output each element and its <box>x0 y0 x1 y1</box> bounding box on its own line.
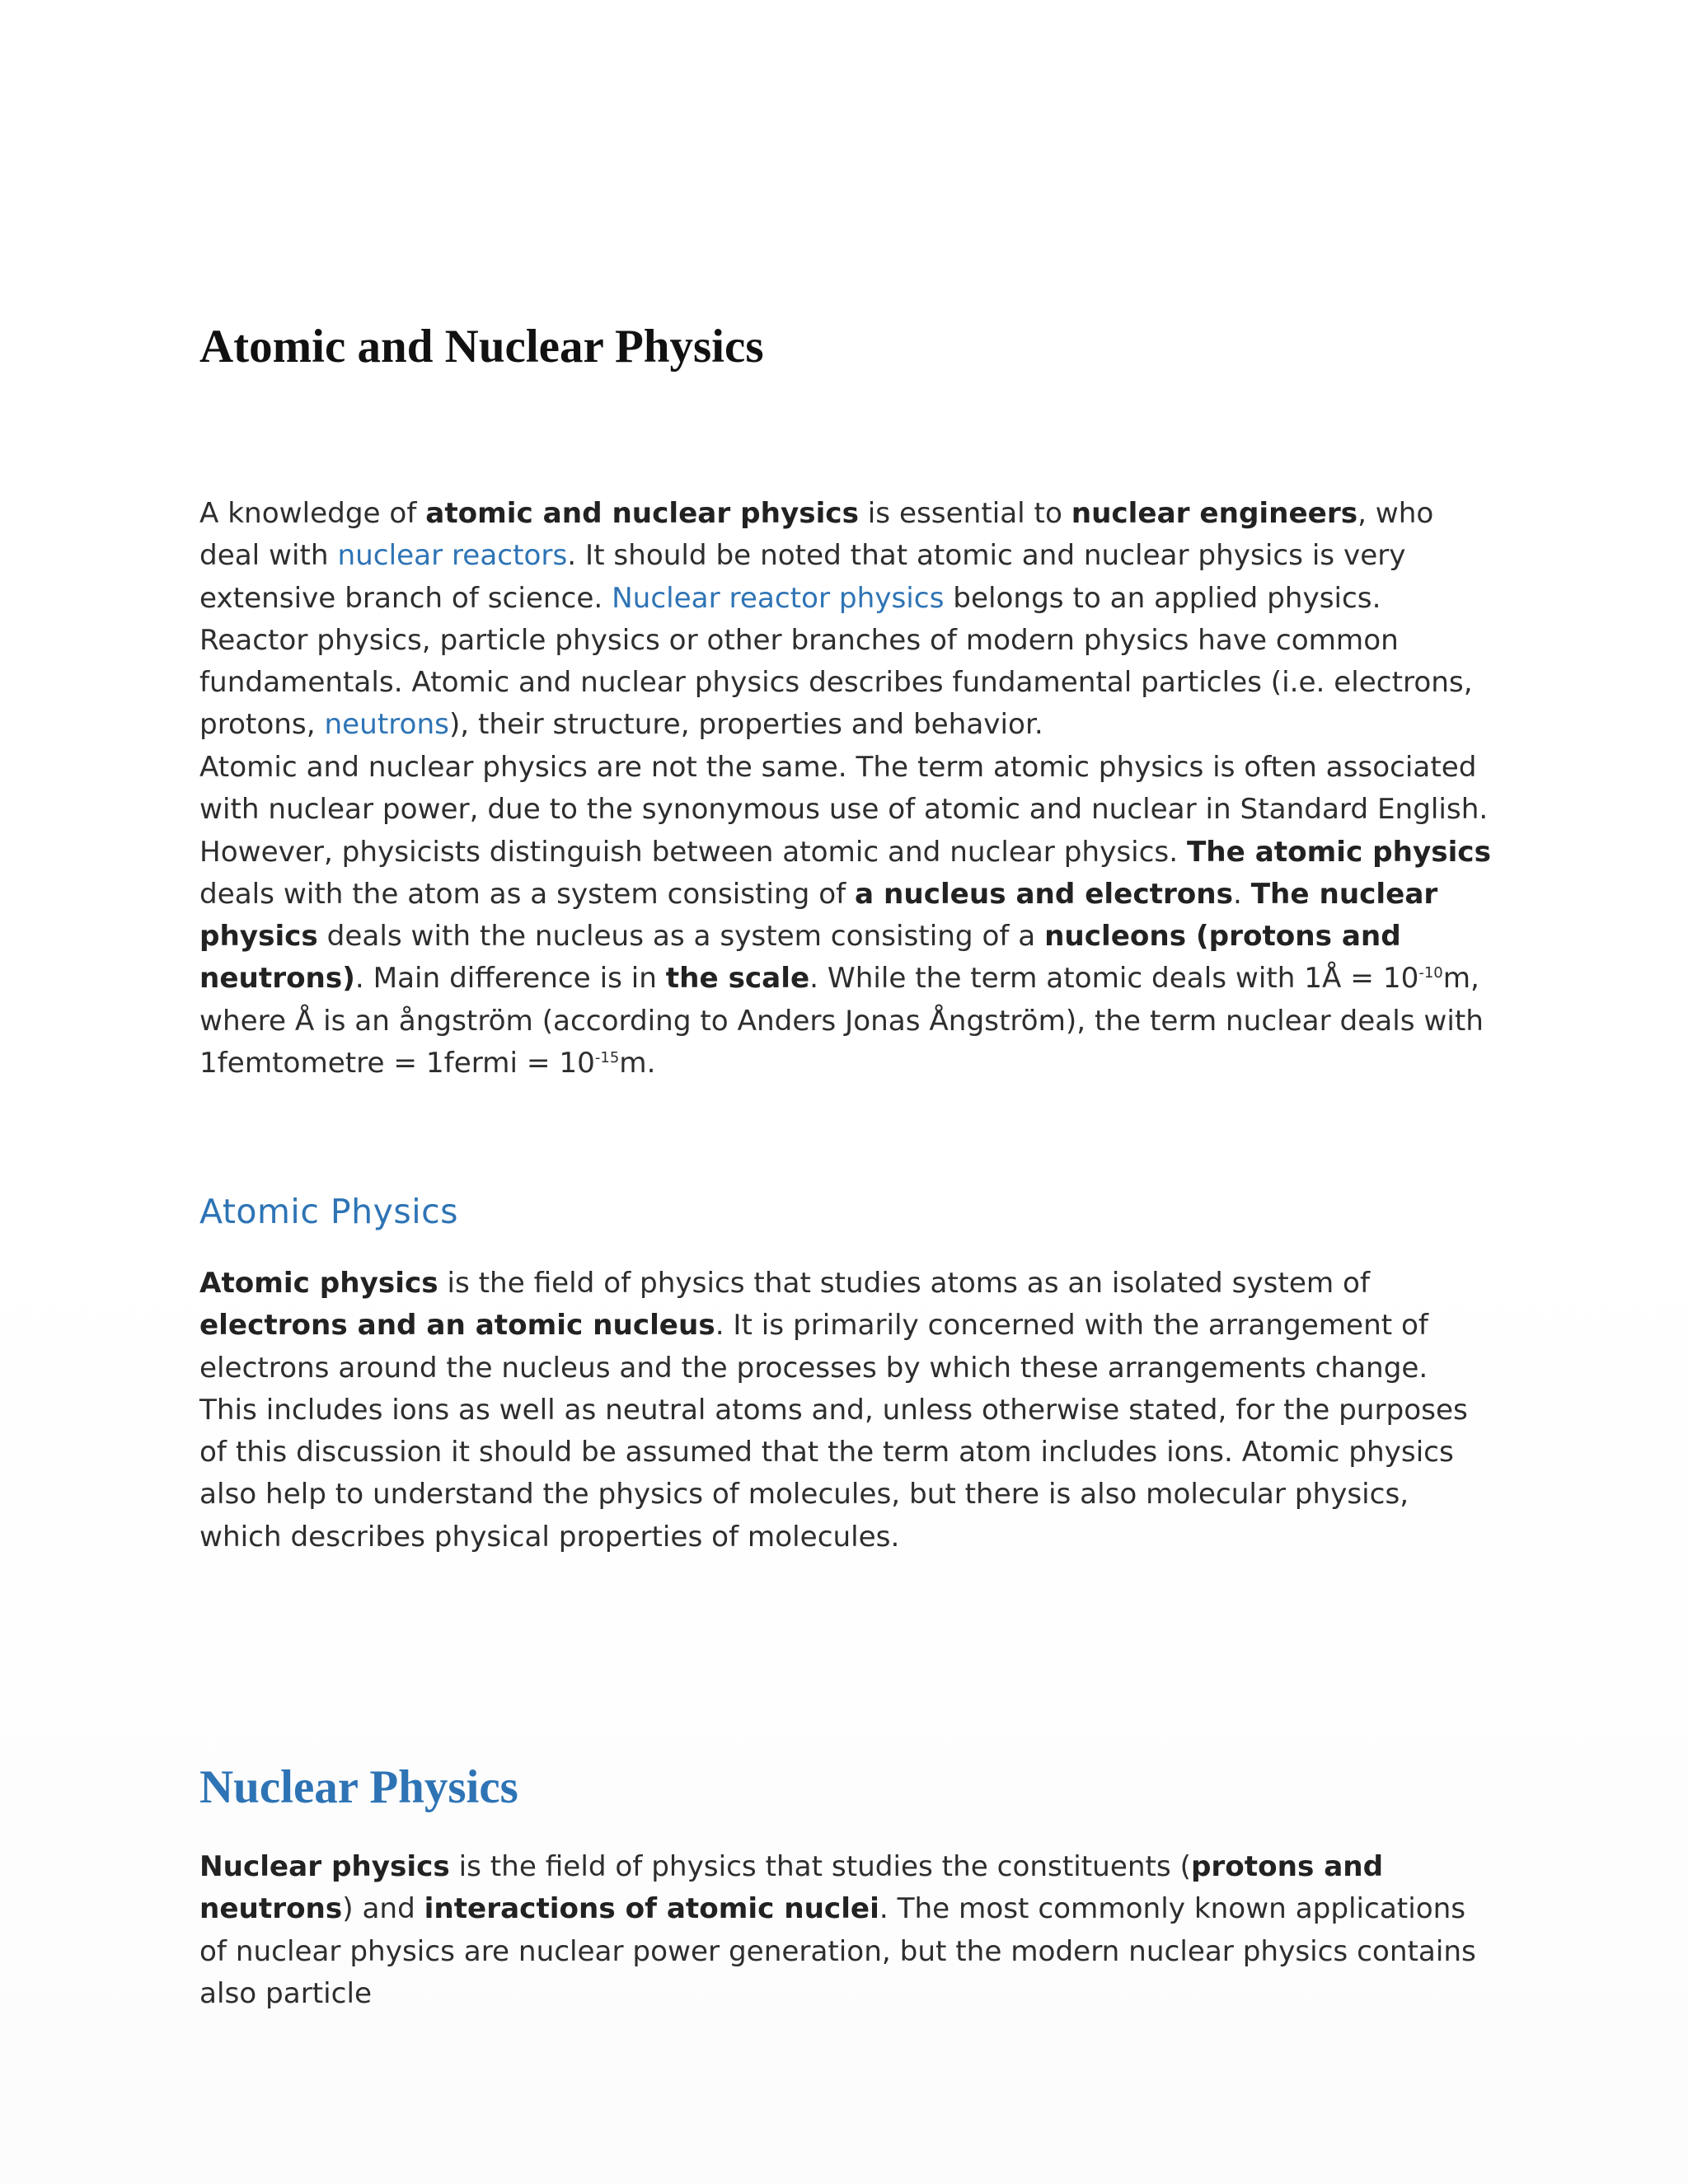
text-run: is the field of physics that studies atoms as an isolated system of <box>438 1267 1370 1300</box>
text-run: deals with the atom as a system consisting of <box>199 877 856 911</box>
text-run: deals with the nucleus as a system consisting of a <box>317 920 1045 954</box>
exponent: -15 <box>594 1049 620 1067</box>
text-run: . While the term atomic deals with 1Å = 10 <box>809 962 1419 996</box>
bold-term: The nuclear physics <box>199 877 1438 954</box>
nuclear-physics-heading: Nuclear Physics <box>199 1761 518 1813</box>
text-run: ), their structure, properties and behavior. <box>448 708 1043 742</box>
bold-term: nucleons (protons and neutrons) <box>199 920 1401 996</box>
text-run: , who deal with <box>199 497 1434 573</box>
page-title: Atomic and Nuclear Physics <box>199 321 764 373</box>
nuclear-reactor-physics-link[interactable]: Nuclear reactor physics <box>612 581 945 615</box>
bold-term: electrons and an atomic nucleus <box>199 1309 715 1343</box>
text-run: is essential to <box>858 497 1071 530</box>
intro-paragraph <box>199 493 1493 747</box>
neutrons-link[interactable]: neutrons <box>324 708 449 742</box>
text-run: is the field of physics that studies the constituents ( <box>449 1850 1191 1883</box>
text-run: A knowledge of <box>199 497 426 530</box>
text-run: ) and <box>342 1892 424 1926</box>
text-run: . It should be noted that atomic and nuclear physics is very extensive branch of science. <box>199 539 1406 615</box>
atomic-physics-heading: Atomic Physics <box>199 1192 459 1231</box>
comparison-paragraph <box>199 747 1493 1085</box>
bold-term: The atomic physics <box>1186 835 1491 869</box>
exponent: -10 <box>1418 964 1443 982</box>
text-run: Atomic and nuclear physics are not the same. The term atomic physics is often associated with nuclear power, due to the synonymous use of atomic and nuclear in Standard English. However, physicists distinguish between atomic and nuclear physics. <box>199 751 1489 869</box>
text-run: belongs to an applied physics. Reactor physics, particle physics or other branches of modern physics have common fundamentals. Atomic and nuclear physics describes fundamental particles (i.e. electrons, protons, <box>199 581 1473 742</box>
text-run: . The most commonly known applications of nuclear physics are nuclear power generation, but the modern nuclear physics contains also particle <box>199 1892 1476 2010</box>
nuclear-physics-paragraph <box>199 1846 1493 2015</box>
bold-term: nuclear engineers <box>1071 497 1358 530</box>
bold-term: the scale <box>665 962 810 996</box>
bold-term: interactions of atomic nuclei <box>424 1892 879 1926</box>
bold-term: a nucleus and electrons <box>855 877 1233 911</box>
nuclear-reactors-link[interactable]: nuclear reactors <box>337 539 568 573</box>
bold-term: Nuclear physics <box>199 1850 450 1883</box>
bold-term: protons and neutrons <box>199 1850 1384 1926</box>
text-run: m. <box>619 1047 656 1080</box>
text-run: . <box>1232 877 1251 911</box>
bold-term: atomic and nuclear physics <box>425 497 859 530</box>
atomic-physics-paragraph <box>199 1263 1493 1558</box>
text-run: . It is primarily concerned with the arrangement of electrons around the nucleus and the processes by which these arrangements change. This includes ions as well as neutral atoms and, unless otherwise stated, for the purposes of this discussion it should be assumed that the term atom includes ions. Atomic physics also help to understand the physics of molecules, but there is also molecular physics, which describes physical properties of molecules. <box>199 1309 1468 1554</box>
text-run: . Main difference is in <box>354 962 666 996</box>
bold-term: Atomic physics <box>199 1267 438 1300</box>
text-run: m, where Å is an ångström (according to Anders Jonas Ångström), the term nuclear deals with 1femtometre = 1fermi = 10 <box>199 962 1484 1080</box>
